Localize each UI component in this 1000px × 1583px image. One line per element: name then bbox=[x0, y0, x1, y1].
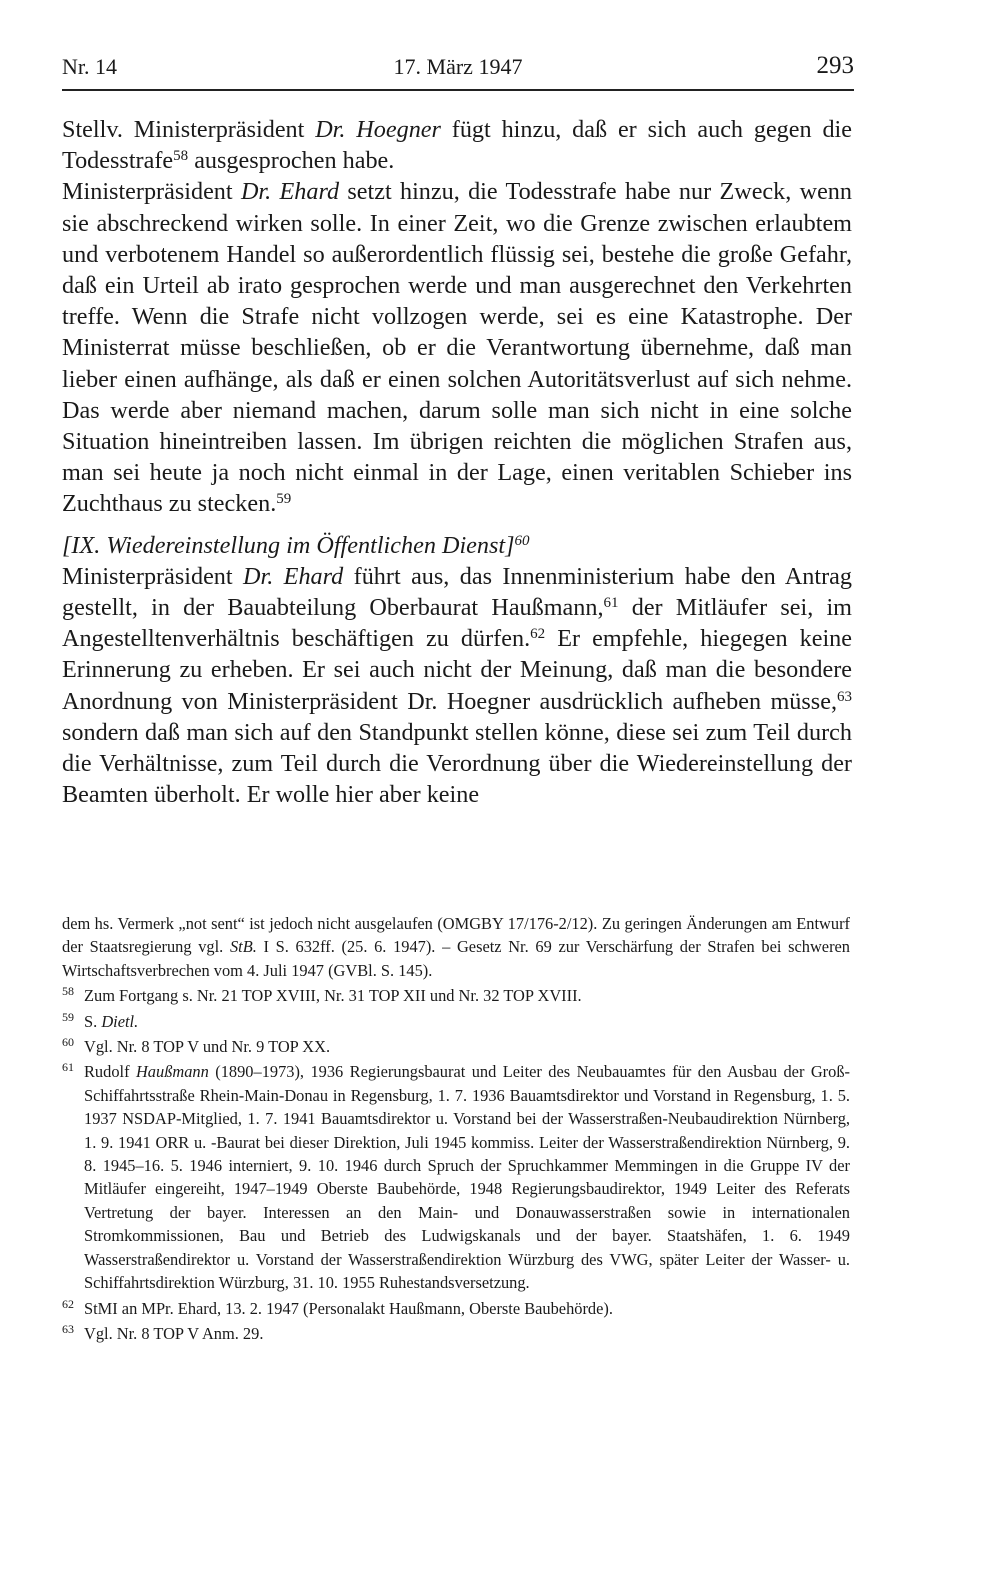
paragraph-ehard-1 bbox=[62, 176, 852, 519]
footnote-text: Dietl. bbox=[101, 1011, 139, 1031]
text-run: ausgesprochen habe. bbox=[188, 147, 395, 175]
section-heading bbox=[62, 530, 852, 561]
text-run: dem hs. Vermerk „not sent“ ist jedoch nicht ausgelaufen (OMGBY 17/176-2/12). Zu geringen Änderungen am Entwurf der Staatsregierung vgl. bbox=[62, 914, 850, 957]
footnote-number: 59 bbox=[62, 1009, 74, 1024]
footnote-number: 62 bbox=[62, 1296, 74, 1311]
running-header bbox=[62, 54, 854, 84]
footnote-continuation bbox=[62, 912, 850, 982]
text-run: setzt hinzu, die Todesstrafe habe nur Zweck, wenn sie abschreckend wirken solle. In einer Zeit, wo die Grenze zwischen erlaubtem und verbotenem Handel so außerordentlich flüssig sei, bestehe die große Gefahr, daß ein Urteil ab irato gesprochen werde und man ausgerechnet den Verkehrten treffe. Wenn die Strafe nicht vollzogen werde, sei es eine Katastrophe. Der Ministerrat müsse beschließen, ob er die Verantwortung übernehme, daß man lieber einen aufhänge, als daß er einen solchen Autoritätsverlust auf sich nehme. Das werde aber niemand machen, darum solle man sich nicht in eine solche Situation hineintreiben lassen. Im übrigen reichten die möglichen Strafen aus, man sei heute ja noch nicht einmal in der Lage, einen veritablen Schieber ins Zuchthaus zu stecken. bbox=[62, 178, 852, 518]
text-run: führt aus, das Innenministerium habe den Antrag gestellt, in der Bauabteilung Oberbaurat Haußmann, bbox=[62, 562, 852, 622]
header-rule bbox=[62, 89, 854, 91]
speaker-name: Dr. Hoegner bbox=[315, 116, 441, 143]
text-run: sondern daß man sich auf den Standpunkt stellen könne, diese sei zum Teil durch die Verhältnisse, zum Teil durch die Verordnung über die Wiedereinstellung der Beamten überholt. Er wolle hier aber keine bbox=[62, 718, 852, 809]
footnotes bbox=[62, 912, 850, 1345]
footnote-text: StMI an MPr. Ehard, 13. 2. 1947 (Personalakt Haußmann, Oberste Baubehörde). bbox=[84, 1298, 613, 1318]
footnote-text: Rudolf bbox=[84, 1062, 136, 1082]
footnote-text: Haußmann bbox=[135, 1062, 209, 1082]
footnote-ref: 59 bbox=[276, 491, 292, 508]
text-run: I S. 632ff. (25. 6. 1947). – Gesetz Nr. 69 zur Verschärfung der Strafen bei schweren Wirtschaftsverbrechen vom 4. Juli 1947 (GVBl. S. 145). bbox=[62, 937, 851, 980]
page-number: 293 bbox=[816, 52, 854, 79]
footnote-61 bbox=[62, 1060, 850, 1294]
footnote-text: (1890–1973), 1936 Regierungsbaurat und Leiter des Neubauamtes für den Ausbau der Groß-Schiffahrtsstraße Rhein-Main-Donau in Regensburg, 1. 7. 1936 Bauamtsdirektor und Vorstand in Regensburg, 1. 5. 1937 NSDAP-Mitglied, 1. 7. 1941 Bauamtsdirektor u. Vorstand bei der Wasserstraßen-Neubaudirektion Nürnberg, 1. 9. 1941 ORR u. -Baurat bei dieser Direktion, Juli 1945 kommiss. Leiter der Wasserstraßendirektion Nürnberg, 9. 8. 1945–16. 5. 1946 interniert, 9. 10. 1946 durch Spruch der Spruchkammer Memmingen in die Gruppe IV der Mitläufer eingereiht, 1947–1949 Oberste Baubehörde, 1948 Regierungsbaudirektor, 1949 Leiter des Referats Vertretung der bayer. Interessen an den Main- und Donauwasserstraßen sowie in internationalen Stromkommissionen, Bau und Betrieb des Ludwigskanals und der bayer. Staatshäfen, 1. 6. 1949 Wasserstraßendirektor u. Vorstand der Wasserstraßendirektion Würzburg des VWG, später Leiter der Wasser- u. Schiffahrtsdirektion Würzburg, 31. 10. 1955 Ruhestandsversetzung. bbox=[84, 1062, 850, 1293]
footnote-ref: 60 bbox=[514, 532, 530, 549]
footnote-62 bbox=[62, 1297, 850, 1320]
footnote-63 bbox=[62, 1322, 850, 1345]
footnote-59 bbox=[62, 1010, 850, 1033]
speaker-name: Dr. Ehard bbox=[240, 178, 340, 206]
footnote-number: 63 bbox=[62, 1321, 74, 1336]
text-run: StB. bbox=[229, 937, 257, 957]
footnote-number: 61 bbox=[62, 1060, 74, 1075]
text-run: fügt hinzu, daß er sich auch gegen die Todesstrafe bbox=[62, 116, 852, 175]
paragraph-hoegner bbox=[62, 114, 852, 176]
document-number: Nr. 14 bbox=[62, 54, 117, 79]
footnote-text: Vgl. Nr. 8 TOP V und Nr. 9 TOP XX. bbox=[84, 1037, 331, 1057]
speaker-name: Dr. Ehard bbox=[243, 562, 344, 590]
text-run: Ministerpräsident bbox=[62, 178, 241, 206]
footnote-58 bbox=[62, 984, 850, 1007]
footnote-number: 58 bbox=[62, 984, 74, 999]
text-run: Er empfehle, hiegegen keine Erinnerung zu erheben. Er sei auch nicht der Meinung, daß man die besondere Anordnung von Ministerpräsident Dr. Hoegner ausdrücklich aufheben müsse, bbox=[62, 625, 853, 715]
text-run: Stellv. Ministerpräsident bbox=[62, 116, 316, 143]
header-date: 17. März 1947 bbox=[393, 54, 523, 79]
footnote-ref: 62 bbox=[530, 626, 546, 642]
paragraph-ehard-2 bbox=[62, 561, 852, 811]
footnote-60 bbox=[62, 1035, 850, 1058]
footnote-text: S. bbox=[84, 1011, 102, 1031]
heading-text: [IX. Wiedereinstellung im Öffentlichen Dienst] bbox=[62, 531, 515, 559]
footnote-ref: 58 bbox=[173, 147, 189, 164]
footnote-ref: 63 bbox=[837, 688, 852, 705]
main-text bbox=[62, 114, 852, 810]
footnote-text: Vgl. Nr. 8 TOP V Anm. 29. bbox=[84, 1323, 264, 1343]
footnote-number: 60 bbox=[62, 1035, 74, 1050]
text-run: Ministerpräsident bbox=[62, 562, 244, 590]
footnote-text: Zum Fortgang s. Nr. 21 TOP XVIII, Nr. 31 TOP XII und Nr. 32 TOP XVIII. bbox=[84, 986, 582, 1006]
footnote-ref: 61 bbox=[603, 594, 619, 611]
text-run: der Mitläufer sei, im Angestelltenverhältnis beschäftigen zu dürfen. bbox=[62, 594, 852, 653]
